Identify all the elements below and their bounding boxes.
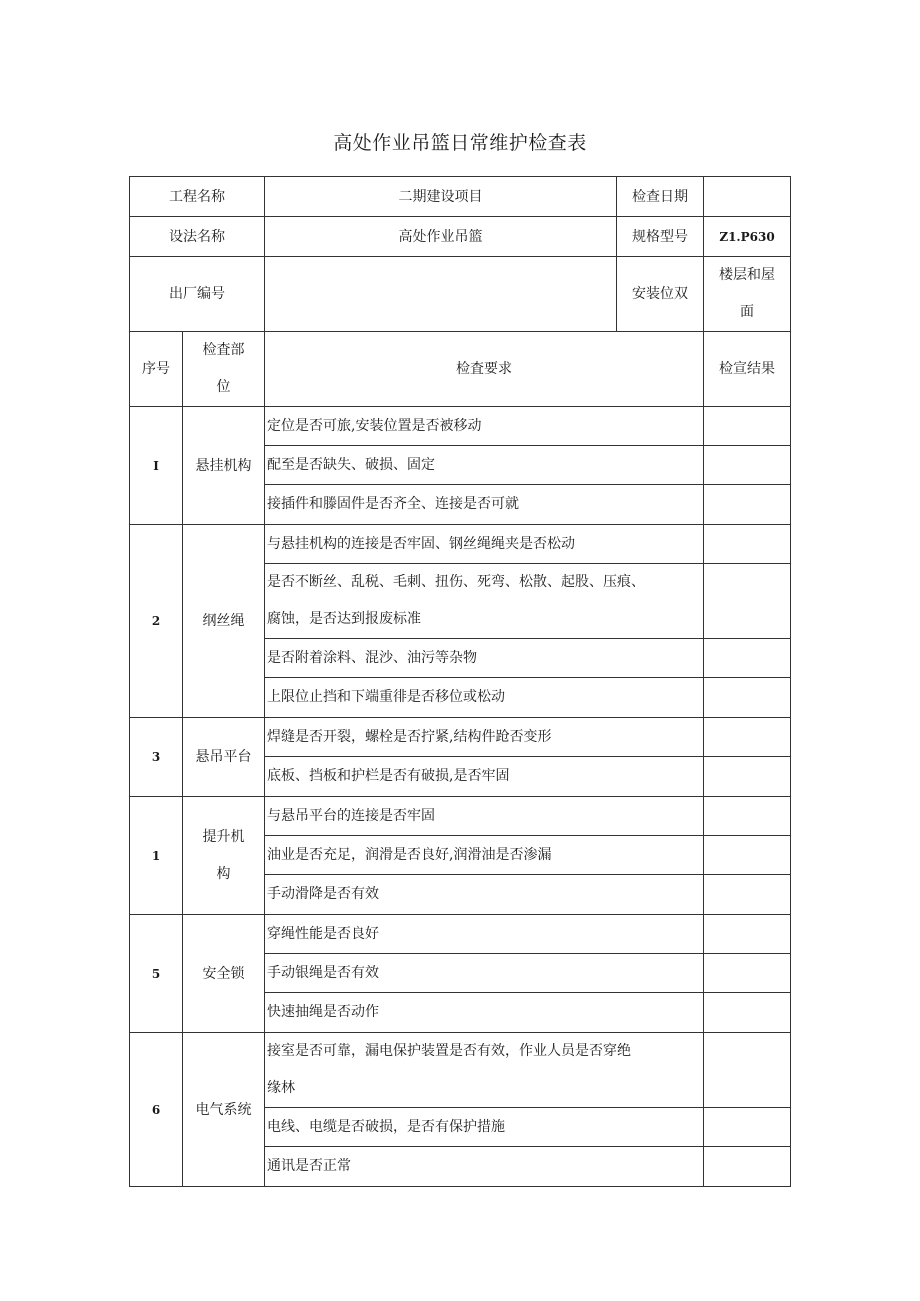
inspection-table xyxy=(129,176,791,1187)
section-seq: 2 xyxy=(130,525,183,718)
result-cell[interactable] xyxy=(704,757,791,797)
location-value xyxy=(704,257,791,332)
section-part: 安全锁 xyxy=(183,915,265,1033)
table-row xyxy=(130,407,791,446)
project-row xyxy=(130,177,791,217)
part-header-line1: 检査部 xyxy=(202,342,245,358)
project-label: 工程名称 xyxy=(130,177,265,217)
table-row xyxy=(130,915,791,954)
requirement-item: 与悬吊平台的连接是否牢固 xyxy=(265,797,704,836)
section-seq: 6 xyxy=(130,1033,183,1187)
part-header xyxy=(183,332,265,407)
requirement-line: 是否不断丝、乱税、毛刺、扭伤、死弯、松散、起股、压痕、 xyxy=(267,574,645,590)
result-cell[interactable] xyxy=(704,718,791,757)
model-value: Z1.P630 xyxy=(704,217,791,257)
requirement-item: 上限位止挡和下端重徘是否移位或松动 xyxy=(265,678,704,718)
equipment-row xyxy=(130,217,791,257)
date-label: 检查日期 xyxy=(617,177,704,217)
section-part-line1: 提升机 xyxy=(202,828,245,845)
requirement-item: 手动银绳是否有效 xyxy=(265,954,704,993)
result-cell[interactable] xyxy=(704,954,791,993)
requirement-line: 接室是否可靠，漏电保护装置是否有效，作业人员是否穿绝 xyxy=(267,1043,631,1059)
section-seq: 1 xyxy=(130,797,183,915)
model-label: 规格型号 xyxy=(617,217,704,257)
location-value-line2: 面 xyxy=(740,304,754,320)
result-cell[interactable] xyxy=(704,797,791,836)
requirement-item: 通讯是否正常 xyxy=(265,1147,704,1187)
requirement-item: 电线、电缆是否破损，是否有保护措施 xyxy=(265,1108,704,1147)
requirement-item xyxy=(265,1033,704,1108)
result-cell[interactable] xyxy=(704,1108,791,1147)
result-cell[interactable] xyxy=(704,678,791,718)
section-seq: I xyxy=(130,407,183,525)
table-row xyxy=(130,797,791,836)
requirement-item: 定位是否可旅,安装位置是否被移动 xyxy=(265,407,704,446)
requirement-item: 穿绳性能是否良好 xyxy=(265,915,704,954)
requirement-item: 焊缝是否开裂，螺栓是否拧紧,结构件跄否变形 xyxy=(265,718,704,757)
section-part-line2: 构 xyxy=(216,865,231,882)
result-cell[interactable] xyxy=(704,993,791,1033)
column-header-row xyxy=(130,332,791,407)
section-seq: 3 xyxy=(130,718,183,797)
result-cell[interactable] xyxy=(704,639,791,678)
requirement-item: 油业是否充足，润滑是否良好,润滑油是否渗漏 xyxy=(265,836,704,875)
table-row xyxy=(130,1033,791,1108)
seq-header: 序号 xyxy=(130,332,183,407)
result-cell[interactable] xyxy=(704,836,791,875)
result-cell[interactable] xyxy=(704,564,791,639)
result-cell[interactable] xyxy=(704,1033,791,1108)
equipment-value: 高处作业吊篮 xyxy=(265,217,617,257)
result-cell[interactable] xyxy=(704,407,791,446)
requirement-line: 腐蚀，是否达到报废标准 xyxy=(267,611,421,627)
part-header-line2: 位 xyxy=(216,379,231,395)
requirement-item: 快速抽绳是否动作 xyxy=(265,993,704,1033)
table-row xyxy=(130,718,791,757)
requirement-item: 配至是否缺失、破损、固定 xyxy=(265,446,704,485)
section-part: 纲丝绳 xyxy=(183,525,265,718)
requirement-item: 接插件和滕固件是否齐全、连接是否可就 xyxy=(265,485,704,525)
result-cell[interactable] xyxy=(704,485,791,525)
requirement-item: 手动滑降是否有效 xyxy=(265,875,704,915)
serial-value[interactable] xyxy=(265,257,617,332)
result-header: 检宣结果 xyxy=(704,332,791,407)
result-cell[interactable] xyxy=(704,525,791,564)
requirement-header: 检査要求 xyxy=(265,332,704,407)
location-label: 安装位双 xyxy=(617,257,704,332)
requirement-item: 是否附着涂料、混沙、油污等杂物 xyxy=(265,639,704,678)
location-value-line1: 楼层和屋 xyxy=(719,267,775,283)
section-part: 悬吊平台 xyxy=(183,718,265,797)
requirement-item: 与悬挂机构的连接是否牢固、钢丝绳绳夹是否松动 xyxy=(265,525,704,564)
page-title: 高处作业吊篮日常维护检查表 xyxy=(333,132,587,154)
requirement-item xyxy=(265,564,704,639)
section-part xyxy=(183,797,265,915)
result-cell[interactable] xyxy=(704,875,791,915)
requirement-item: 底板、挡板和护栏是否有破损,是否牢固 xyxy=(265,757,704,797)
requirement-line: 缘林 xyxy=(267,1080,295,1096)
section-part: 电气系统 xyxy=(183,1033,265,1187)
serial-label: 出厂编号 xyxy=(130,257,265,332)
date-value[interactable] xyxy=(704,177,791,217)
serial-row xyxy=(130,257,791,332)
result-cell[interactable] xyxy=(704,915,791,954)
section-part: 悬挂机构 xyxy=(183,407,265,525)
equipment-label: 设法名称 xyxy=(130,217,265,257)
project-value: 二期建设项目 xyxy=(265,177,617,217)
table-row xyxy=(130,525,791,564)
result-cell[interactable] xyxy=(704,446,791,485)
section-seq: 5 xyxy=(130,915,183,1033)
result-cell[interactable] xyxy=(704,1147,791,1187)
